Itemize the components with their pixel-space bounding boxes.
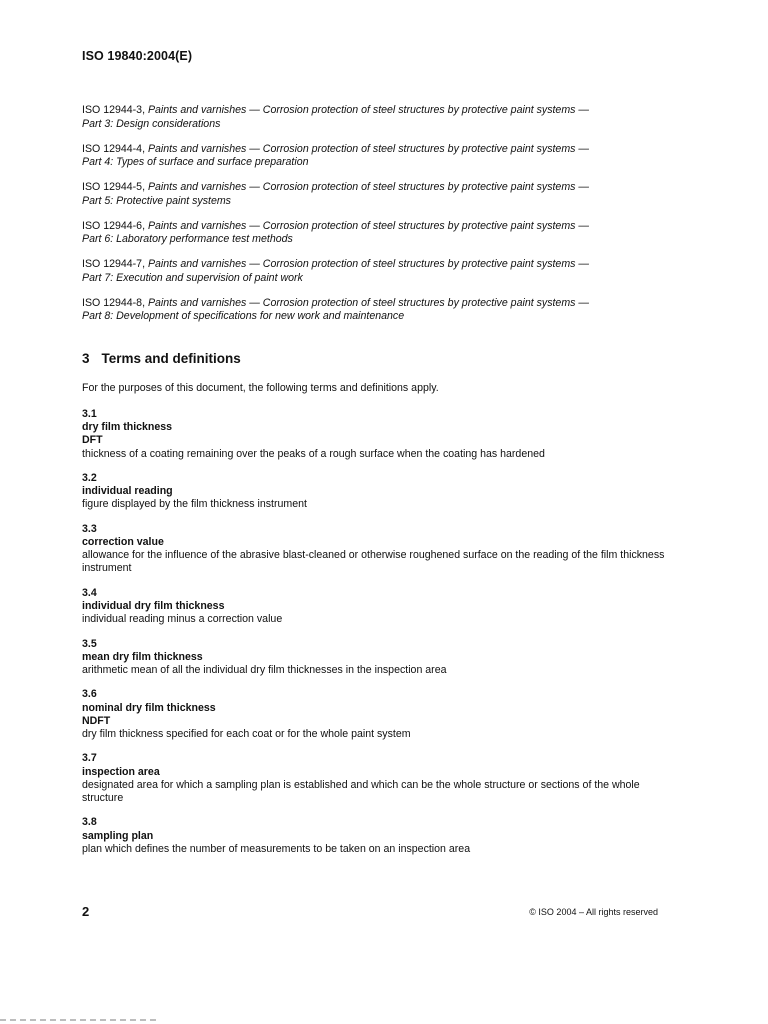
term-name: dry film thickness — [82, 421, 173, 434]
document-id: ISO 19840:2004(E) — [82, 49, 193, 63]
term-entry — [82, 408, 672, 461]
reference-code: ISO 12944-4, — [82, 142, 146, 155]
term-entry — [82, 523, 672, 576]
term-name: inspection area — [82, 765, 160, 778]
reference-code: ISO 12944-5, — [82, 181, 146, 193]
reference-part: Part 7: Execution and supervision of paint work — [82, 271, 303, 284]
term-name: nominal dry film thickness — [82, 701, 216, 714]
term-name: individual dry film thickness — [82, 600, 225, 612]
reference-item — [82, 143, 672, 170]
reference-title: Paints and varnishes — Corrosion protection of steel structures by protective paint systems — — [147, 296, 589, 309]
term-definition: dry film thickness specified for each coat or for the whole paint system — [82, 728, 411, 740]
term-entry — [82, 688, 672, 741]
reference-part: Part 6: Laboratory performance test methods — [82, 233, 293, 245]
scan-edge-artifact — [0, 1019, 160, 1021]
term-entry — [82, 752, 672, 805]
term-entry — [82, 587, 672, 627]
reference-title: Paints and varnishes — Corrosion protection of steel structures by protective paint systems — — [147, 142, 589, 155]
term-name: individual reading — [82, 485, 173, 498]
term-definition: arithmetic mean of all the individual dry film thicknesses in the inspection area — [82, 664, 447, 676]
term-number: 3.7 — [82, 752, 97, 765]
term-abbreviation: DFT — [82, 434, 103, 447]
term-number: 3.5 — [82, 637, 97, 650]
normative-references-list — [82, 104, 672, 335]
term-definition: plan which defines the number of measurements to be taken on an inspection area — [82, 842, 471, 855]
term-entry — [82, 816, 672, 856]
reference-part: Part 8: Development of specifications for new work and maintenance — [82, 310, 405, 322]
reference-part: Part 3: Design considerations — [82, 117, 221, 130]
term-name: correction value — [82, 536, 164, 548]
reference-code: ISO 12944-7, — [82, 258, 146, 270]
reference-title: Paints and varnishes — Corrosion protection of steel structures by protective paint systems — — [147, 181, 589, 193]
section-number: 3 — [82, 351, 90, 366]
reference-code: ISO 12944-6, — [82, 219, 146, 232]
section-intro: For the purposes of this document, the following terms and definitions apply. — [82, 382, 439, 394]
term-number: 3.4 — [82, 586, 97, 599]
term-name: sampling plan — [82, 829, 154, 842]
reference-part: Part 4: Types of surface and surface preparation — [82, 156, 309, 168]
reference-item — [82, 181, 672, 208]
reference-item — [82, 220, 672, 247]
term-name: mean dry film thickness — [82, 650, 203, 663]
reference-item — [82, 258, 672, 285]
term-entry — [82, 638, 672, 678]
term-definition: thickness of a coating remaining over the peaks of a rough surface when the coating has hardened — [82, 447, 545, 460]
term-definition: figure displayed by the film thickness instrument — [82, 498, 307, 511]
reference-title: Paints and varnishes — Corrosion protection of steel structures by protective paint systems — — [147, 104, 589, 116]
reference-item — [82, 104, 672, 131]
term-number: 3.8 — [82, 816, 97, 829]
reference-item — [82, 297, 672, 324]
term-number: 3.3 — [82, 522, 97, 535]
term-definition: allowance for the influence of the abrasive blast-cleaned or otherwise roughened surface on the reading of the film thickness instrument — [82, 549, 665, 575]
term-number: 3.6 — [82, 688, 97, 701]
term-abbreviation: NDFT — [82, 714, 111, 727]
terms-list — [82, 408, 672, 867]
term-definition: individual reading minus a correction value — [82, 613, 283, 626]
reference-code: ISO 12944-3, — [82, 104, 146, 116]
term-definition: designated area for which a sampling plan is established and which can be the whole structure or sections of the whole structure — [82, 778, 640, 804]
term-entry — [82, 472, 672, 512]
reference-title: Paints and varnishes — Corrosion protection of steel structures by protective paint systems — — [147, 258, 589, 270]
reference-code: ISO 12944-8, — [82, 296, 146, 309]
section-heading — [82, 351, 241, 366]
copyright-notice: © ISO 2004 – All rights reserved — [529, 907, 658, 917]
page-number: 2 — [82, 904, 90, 919]
reference-part: Part 5: Protective paint systems — [82, 194, 231, 207]
term-number: 3.2 — [82, 472, 97, 484]
reference-title: Paints and varnishes — Corrosion protection of steel structures by protective paint systems — — [147, 219, 589, 232]
section-title: Terms and definitions — [101, 351, 241, 366]
term-number: 3.1 — [82, 408, 97, 420]
